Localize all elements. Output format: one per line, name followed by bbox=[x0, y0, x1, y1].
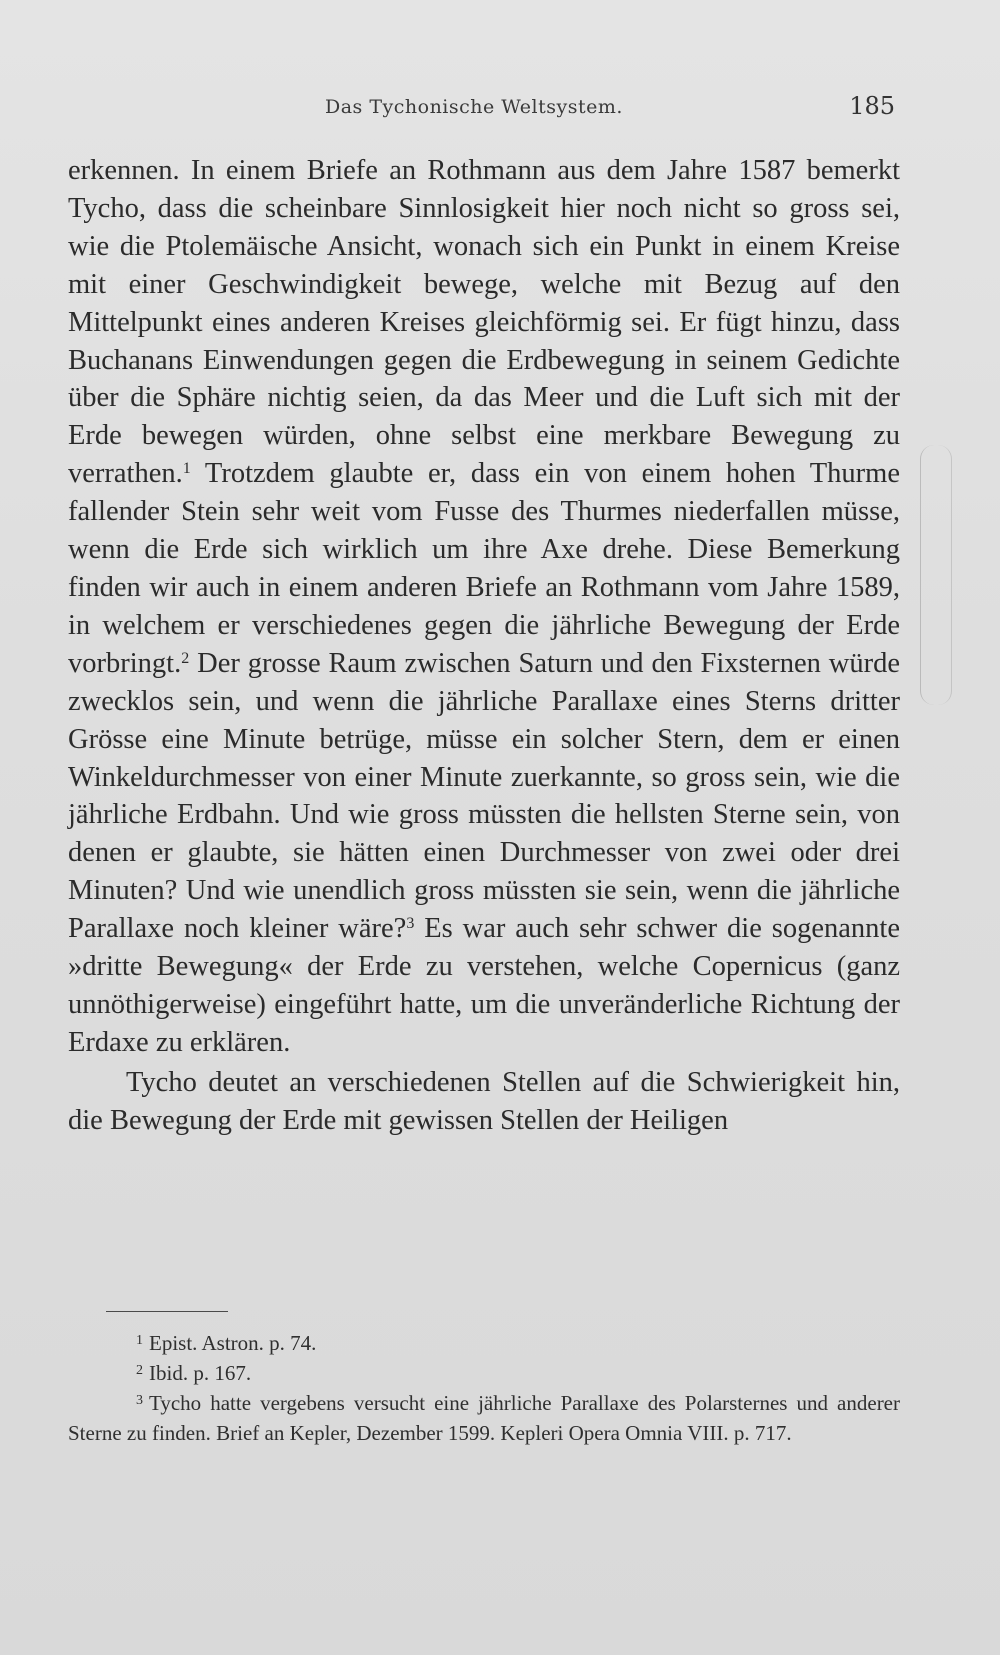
page-number: 185 bbox=[849, 92, 895, 120]
footnotes bbox=[68, 1328, 900, 1448]
footnote-number: 3 bbox=[136, 1393, 143, 1408]
running-title: Das Tychonische Weltsystem. bbox=[325, 96, 623, 118]
footnote-ref-1: 1 bbox=[182, 460, 191, 478]
paragraph-1-segment-3: Der grosse Raum zwischen Saturn und den Fixsternen würde zwecklos sein, und wenn die jährliche Parallaxe eines Sterns dritter Grösse eine Minute betrüge, müsse ein solcher Stern, dem er einen Winkeldurchmesser von einer Minute zuerkannte, so gross sein, wie die jährliche Erdbahn. Und wie gross müssten die hellsten Sterne sein, von denen er glaubte, sie hätten einen Durchmesser von zwei oder drei Minuten? Und wie unendlich gross müssten sie sein, wenn die jährliche Parallaxe noch kleiner wäre? bbox=[68, 647, 900, 945]
footnote-number: 1 bbox=[136, 1333, 143, 1348]
footnote-text: Tycho hatte vergebens versucht eine jährliche Parallaxe des Polarsternes und anderer Sterne zu finden. Brief an Kepler, Dezember 1599. Kepleri Opera Omnia VIII. p. 717. bbox=[68, 1391, 900, 1445]
footnote-3 bbox=[68, 1388, 900, 1448]
paragraph-1-segment-4: Es war auch sehr schwer die sogenannte »dritte Bewegung« der Erde zu verstehen, welche Copernicus (ganz unnöthigerweise) eingeführt hatte, um die unveränderliche Richtung der Erdaxe zu erklären. bbox=[68, 913, 900, 1058]
running-head bbox=[0, 92, 1000, 122]
footnote-divider bbox=[106, 1311, 228, 1312]
body-text bbox=[68, 152, 900, 1140]
paragraph-1-segment-1: erkennen. In einem Briefe an Rothmann aus dem Jahre 1587 bemerkt Tycho, dass die scheinbare Sinnlosigkeit hier noch nicht so gross sei, wie die Ptolemäische Ansicht, wonach sich ein Punkt in einem Kreise mit einer Geschwindigkeit bewege, welche mit Bezug auf den Mittelpunkt eines anderen Kreises gleichförmig sei. Er fügt hinzu, dass Buchanans Einwendungen gegen die Erdbewegung in seinem Gedichte über die Sphäre nichtig seien, da das Meer und die Luft sich mit der Erde bewegen würden, ohne selbst eine merkbare Bewegung zu verrathen. bbox=[68, 155, 900, 490]
footnote-1 bbox=[68, 1328, 900, 1358]
paragraph-2: Tycho deutet an verschiedenen Stellen auf die Schwierigkeit hin, die Bewegung der Erde mit gewissen Stellen der Heiligen bbox=[68, 1066, 900, 1136]
footnote-number: 2 bbox=[136, 1363, 143, 1378]
footnote-ref-2: 2 bbox=[181, 649, 190, 667]
paragraph-1 bbox=[68, 152, 900, 1062]
footnote-ref-3: 3 bbox=[406, 915, 415, 933]
pencil-margin-mark bbox=[920, 445, 952, 705]
footnote-2 bbox=[68, 1358, 900, 1388]
footnote-text: Epist. Astron. p. 74. bbox=[149, 1331, 317, 1355]
paragraph-1-segment-2: Trotzdem glaubte er, dass ein von einem hohen Thurme fallender Stein sehr weit vom Fusse des Thurmes niederfallen müsse, wenn die Erde sich wirklich um ihre Axe drehe. Diese Bemerkung finden wir auch in einem anderen Briefe an Rothmann vom Jahre 1589, in welchem er verschiedenes gegen die jährliche Bewegung der Erde vorbringt. bbox=[68, 458, 900, 679]
footnote-text: Ibid. p. 167. bbox=[149, 1361, 252, 1385]
